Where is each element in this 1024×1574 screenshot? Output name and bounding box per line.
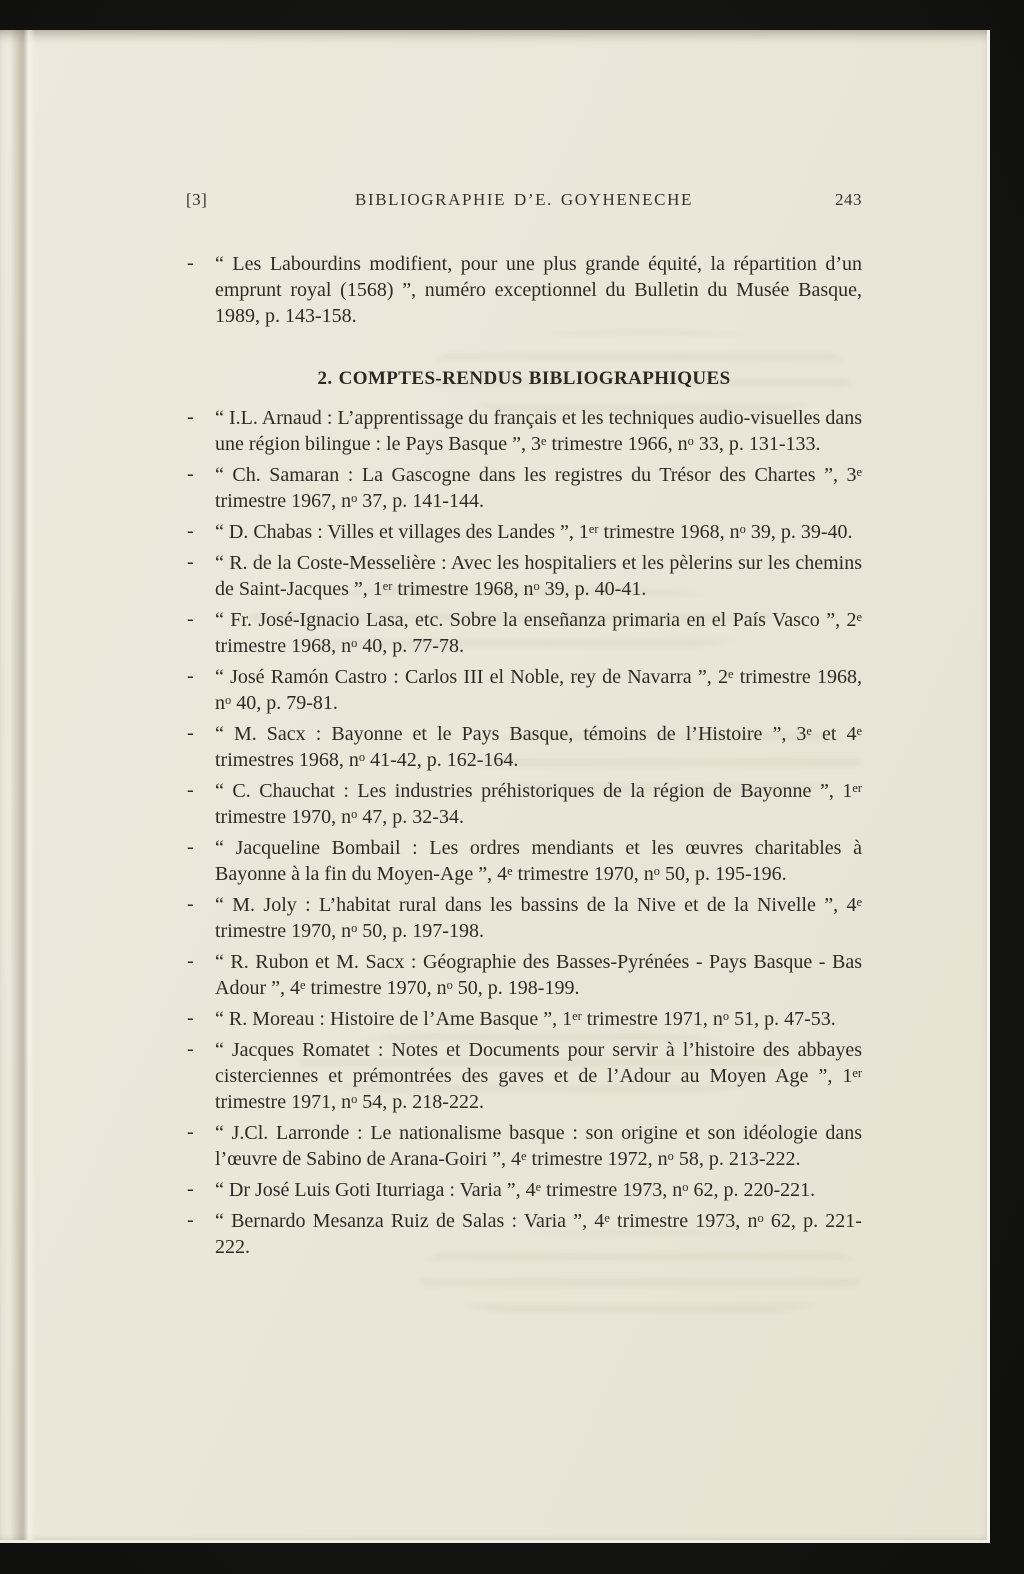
entry-dash-marker: - [187,1121,194,1143]
bibliography-entry [186,892,862,944]
bibliography-entry [186,778,862,830]
bibliography-entry [186,664,862,716]
entry-text: “ Jacqueline Bombail : Les ordres mendiants et les œuvres charitables à Bayonne à la fin du Moyen-Age ”, 4e trimestre 1970, $n^o$ 50, p. 195-196. [215,837,862,885]
bibliography-entry [186,1208,862,1260]
entry-text: “ Dr José Luis Goti Iturriaga : Varia ”, 4e trimestre 1973, $n^o$ 62, p. 220-221. [215,1179,816,1201]
entry-dash-marker: - [187,1007,194,1029]
ordinal-superscript: e [299,977,306,992]
ordinal-superscript: o [687,433,694,448]
bibliography-entry [186,462,862,514]
ordinal-superscript: o [351,806,358,821]
entry-dash-marker: - [187,406,194,428]
ordinal-superscript: o [351,1091,358,1106]
entry-dash-marker: - [187,722,194,744]
ordinal-superscript: e [521,1148,527,1163]
entry-text: “ Les Labourdins modifient, pour une plus grande équité, la répartition d’un emprunt royal (1568) ”, numéro exceptionnel du Bulletin du Musée Basque, 1989, p. 143-158. [215,253,862,327]
ordinal-superscript: e [727,666,734,681]
ordinal-superscript: e [856,609,862,624]
header-running-title: BIBLIOGRAPHIE D’E. GOYHENECHE [355,190,693,209]
entry-text: “ I.L. Arnaud : L’apprentissage du français et les techniques audio-visuelles dans une région bilingue : le Pays Basque ”, 3e trimestre 1966, $n^o$ 33, p. 131-133. [215,407,862,455]
entry-text: “ D. Chabas : Villes et villages des Landes ”, 1er trimestre 1968, $n^o$ 39, p. 39-40. [215,521,853,543]
ordinal-superscript: o [722,1008,730,1023]
bibliography-entry [186,721,862,773]
bibliography-entry [186,607,862,659]
ordinal-superscript: er [382,578,393,593]
ordinal-superscript: o [667,1148,674,1163]
ordinal-superscript: o [739,521,746,536]
ordinal-superscript: e [856,894,862,909]
entry-text: “ Bernardo Mesanza Ruiz de Salas : Varia ”, 4e trimestre 1973, $n^o$ 62, p. 221-222. [215,1210,862,1258]
ordinal-superscript: er [588,521,599,536]
entry-text: “ Jacques Romatet : Notes et Documents pour servir à l’histoire des abbayes cisterciennes et prémontrées des gaves et de l’Adour au Moyen Age ”, 1er trimestre 1971, $n^o$ 54, p. 218-222. [215,1039,862,1113]
ordinal-superscript: er [852,1065,862,1080]
bibliography-entry [186,550,862,602]
entry-text: “ M. Sacx : Bayonne et le Pays Basque, témoins de l’Histoire ”, 3e et 4e trimestres 1968, $n^o$ 41-42, p. 162-164. [215,723,863,771]
book-page [0,30,990,1543]
entry-text: “ R. Rubon et M. Sacx : Géographie des Basses-Pyrénées - Pays Basque - Bas Adour ”, 4e trimestre 1970, $n^o$ 50, p. 198-199. [215,951,862,999]
entry-text: “ R. de la Coste-Messelière : Avec les hospitaliers et les pèlerins sur les chemins de Saint-Jacques ”, 1er trimestre 1968, $n^o$ 39, p. 40-41. [215,552,862,600]
entry-dash-marker: - [187,1178,194,1200]
bibliography-list [186,405,862,1260]
entry-text: “ Fr. José-Ignacio Lasa, etc. Sobre la enseñanza primaria en el País Vasco ”, 2e trimestre 1968, $n^o$ 40, p. 77-78. [215,609,862,657]
entry-dash-marker: - [187,893,194,915]
entry-text: “ J.Cl. Larronde : Le nationalisme basque : son origine et son idéologie dans l’œuvre de Sabino de Arana-Goiri ”, 4e trimestre 1972, $n^o$ 58, p. 213-222. [215,1122,862,1170]
ordinal-superscript: o [533,578,540,593]
ordinal-superscript: e [806,723,812,738]
header-page-number: 243 [835,190,862,209]
bibliography-entry [186,1006,862,1032]
entry-dash-marker: - [187,836,194,858]
entry-dash-marker: - [187,520,194,542]
ordinal-superscript: e [856,723,863,738]
ordinal-superscript: e [604,1210,610,1225]
entry-dash-marker: - [187,608,194,630]
ordinal-superscript: e [541,433,547,448]
entry-dash-marker: - [187,779,194,801]
bibliography-entry [186,251,862,329]
ordinal-superscript: o [351,490,358,505]
ordinal-superscript: o [653,863,660,878]
ordinal-superscript: e [535,1179,542,1194]
bibliography-entry [186,835,862,887]
bibliography-entry [186,949,862,1001]
entry-text: “ R. Moreau : Histoire de l’Ame Basque ”, 1er trimestre 1971, $n^o$ 51, p. 47-53. [215,1008,836,1030]
entry-text: “ José Ramón Castro : Carlos III el Noble, rey de Navarra ”, 2e trimestre 1968, $n^o$ 40, p. 79-81. [215,666,862,714]
bibliography-entry [186,1120,862,1172]
entry-dash-marker: - [187,551,194,573]
entry-dash-marker: - [187,950,194,972]
ordinal-superscript: o [757,1210,764,1225]
bibliography-entry [186,405,862,457]
ordinal-superscript: o [446,977,453,992]
ordinal-superscript: e [856,464,862,479]
page-content [0,30,987,1265]
intro-entry-list [186,251,862,329]
entry-text: “ M. Joly : L’habitat rural dans les bassins de la Nive et de la Nivelle ”, 4e trimestre 1970, $n^o$ 50, p. 197-198. [215,894,862,942]
bibliography-entry [186,519,862,545]
entry-dash-marker: - [187,1038,194,1060]
ordinal-superscript: o [358,749,366,764]
entry-text: “ C. Chauchat : Les industries préhistoriques de la région de Bayonne ”, 1er trimestre 1970, $n^o$ 47, p. 32-34. [215,780,862,828]
entry-dash-marker: - [187,252,194,274]
bibliography-entry [186,1037,862,1115]
ordinal-superscript: o [351,920,358,935]
ordinal-superscript: o [351,635,358,650]
entry-dash-marker: - [187,665,194,687]
header-section-number: [3] [186,190,208,209]
ordinal-superscript: er [852,780,862,795]
ordinal-superscript: er [572,1008,582,1023]
entry-text: “ Ch. Samaran : La Gascogne dans les registres du Trésor des Chartes ”, 3e trimestre 1967, $n^o$ 37, p. 141-144. [215,464,862,512]
bibliography-entry [186,1177,862,1203]
ordinal-superscript: e [507,863,513,878]
entry-dash-marker: - [187,463,194,485]
page-header [186,190,862,210]
entry-dash-marker: - [187,1209,194,1231]
section-heading: 2. COMPTES-RENDUS BIBLIOGRAPHIQUES [317,368,731,389]
ordinal-superscript: o [225,692,232,707]
ordinal-superscript: o [682,1179,689,1194]
